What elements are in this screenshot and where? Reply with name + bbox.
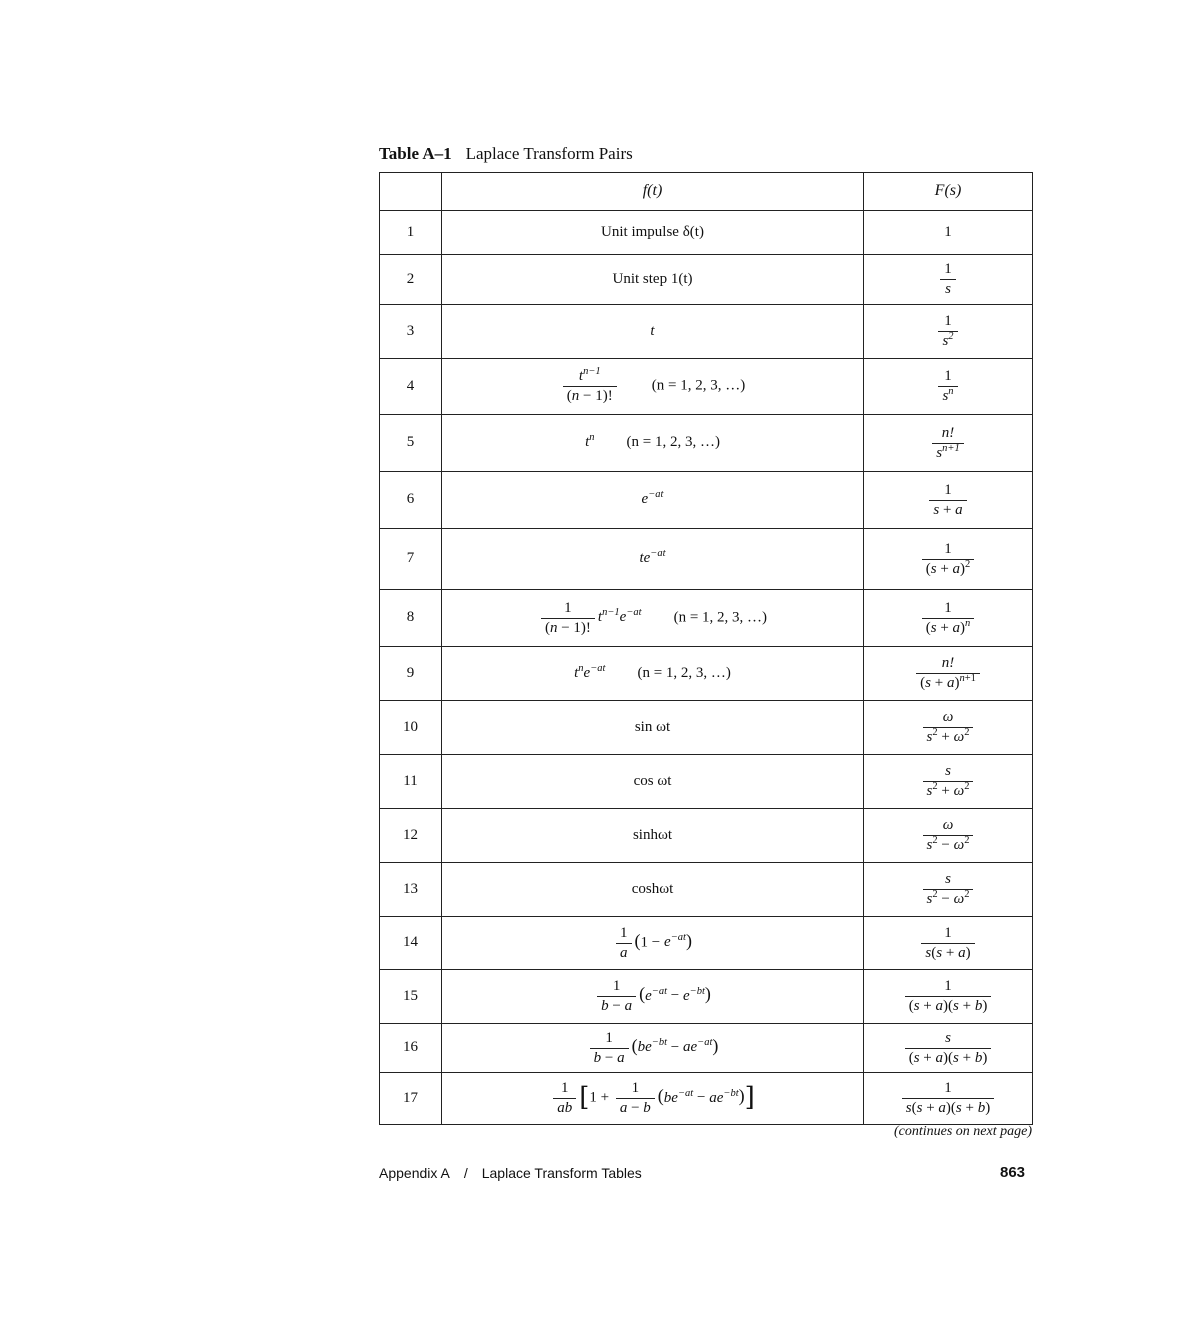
time-function: cos ωt — [442, 755, 864, 809]
time-function: sin ωt — [442, 701, 864, 755]
laplace-transform: $\frac{s}{(s + a)(s + b)}$ — [864, 1024, 1033, 1073]
n-range: (n = 1, 2, 3, …) — [626, 434, 720, 451]
time-function: $\frac{1}{b - a}$ $(e^{-at} - e^{-bt})$ — [442, 970, 864, 1024]
time-function: $\frac{1}{(n - 1)!}$ $t^{n-1}e^{-at}$ (n = 1, 2, 3, …) — [442, 590, 864, 647]
time-function: Unit step 1(t) — [442, 255, 864, 305]
time-function: $e^{-at}$ — [442, 472, 864, 529]
table-row — [380, 917, 1033, 970]
row-number: 14 — [380, 917, 442, 970]
page-number: 863 — [1000, 1164, 1026, 1181]
laplace-transform: $\frac{1}{s(s + a)}$ — [864, 917, 1033, 970]
laplace-transform: $\frac{1}{(s + a)^2}$ — [864, 529, 1033, 590]
time-function: $\frac{1}{ab}$ [1 + $\frac{1}{a - b}$ $(be^{-at} - ae^{-bt})$] — [442, 1073, 864, 1125]
table-row — [380, 755, 1033, 809]
table-row — [380, 415, 1033, 472]
laplace-transform: $\frac{\omega}{s^2 + \omega^2}$ — [864, 701, 1033, 755]
table-row — [380, 809, 1033, 863]
table-row — [380, 863, 1033, 917]
n-range: (n = 1, 2, 3, …) — [637, 664, 731, 681]
table-row — [380, 529, 1033, 590]
laplace-transform: $\frac{1}{s^n}$ — [864, 359, 1033, 415]
table-row — [380, 359, 1033, 415]
header-index — [380, 173, 442, 211]
row-number: 12 — [380, 809, 442, 863]
laplace-table — [379, 172, 1033, 1125]
row-number: 4 — [380, 359, 442, 415]
row-number: 16 — [380, 1024, 442, 1073]
laplace-transform: $\frac{1}{(s + a)(s + b)}$ — [864, 970, 1033, 1024]
laplace-transform: $\frac{1}{s}$ — [864, 255, 1033, 305]
laplace-transform: $\frac{1}{s(s + a)(s + b)}$ — [864, 1073, 1033, 1125]
row-number: 6 — [380, 472, 442, 529]
table-row — [380, 1073, 1033, 1125]
time-function: $\frac{t^{n-1}}{(n - 1)!}$ (n = 1, 2, 3, …) — [442, 359, 864, 415]
appendix-label: Appendix A — [379, 1165, 450, 1181]
table-row — [380, 1024, 1033, 1073]
time-function: $t^ne^{-at}$ (n = 1, 2, 3, …) — [442, 647, 864, 701]
laplace-transform: $\frac{s}{s^2 + \omega^2}$ — [864, 755, 1033, 809]
row-number: 11 — [380, 755, 442, 809]
row-number: 15 — [380, 970, 442, 1024]
n-range: (n = 1, 2, 3, …) — [673, 609, 768, 626]
time-function: $t^n$ (n = 1, 2, 3, …) — [442, 415, 864, 472]
time-function: coshωt — [442, 863, 864, 917]
table-row — [380, 305, 1033, 359]
n-range: (n = 1, 2, 3, …) — [651, 377, 746, 394]
table-number: Table A–1 — [379, 144, 452, 163]
footer-separator: / — [463, 1165, 468, 1181]
table-row — [380, 211, 1033, 255]
row-number: 7 — [380, 529, 442, 590]
time-function: sinhωt — [442, 809, 864, 863]
laplace-transform: $\frac{1}{s + a}$ — [864, 472, 1033, 529]
laplace-transform: $\frac{n!}{(s + a)^{n+1}}$ — [864, 647, 1033, 701]
section-label: Laplace Transform Tables — [481, 1165, 642, 1181]
header-time-function: f(t) — [442, 173, 864, 211]
row-number: 10 — [380, 701, 442, 755]
laplace-transform: 1 — [864, 211, 1033, 255]
row-number: 1 — [380, 211, 442, 255]
row-number: 5 — [380, 415, 442, 472]
time-function: $\frac{1}{a}$ $(1 - e^{-at})$ — [442, 917, 864, 970]
table-row — [380, 590, 1033, 647]
table-row — [380, 970, 1033, 1024]
header-laplace-transform: F(s) — [864, 173, 1033, 211]
time-function: t — [442, 305, 864, 359]
table-title: Laplace Transform Pairs — [465, 144, 633, 163]
table-row — [380, 472, 1033, 529]
row-number: 13 — [380, 863, 442, 917]
table-header-row — [380, 173, 1033, 211]
continues-note: (continues on next page) — [893, 1124, 1032, 1139]
row-number: 2 — [380, 255, 442, 305]
row-number: 9 — [380, 647, 442, 701]
row-number: 3 — [380, 305, 442, 359]
laplace-transform: $\frac{1}{s^2}$ — [864, 305, 1033, 359]
table-row — [380, 647, 1033, 701]
laplace-transform: $\frac{n!}{s^{n+1}}$ — [864, 415, 1033, 472]
row-number: 17 — [380, 1073, 442, 1125]
time-function: $te^{-at}$ — [442, 529, 864, 590]
table-row — [380, 255, 1033, 305]
time-function: Unit impulse δ(t) — [442, 211, 864, 255]
laplace-transform: $\frac{s}{s^2 - \omega^2}$ — [864, 863, 1033, 917]
time-function: $\frac{1}{b - a}$ $(be^{-bt} - ae^{-at})$ — [442, 1024, 864, 1073]
laplace-transform: $\frac{\omega}{s^2 - \omega^2}$ — [864, 809, 1033, 863]
row-number: 8 — [380, 590, 442, 647]
table-row — [380, 701, 1033, 755]
laplace-transform: $\frac{1}{(s + a)^n}$ — [864, 590, 1033, 647]
table-caption — [379, 144, 633, 164]
running-footer — [379, 1165, 642, 1181]
